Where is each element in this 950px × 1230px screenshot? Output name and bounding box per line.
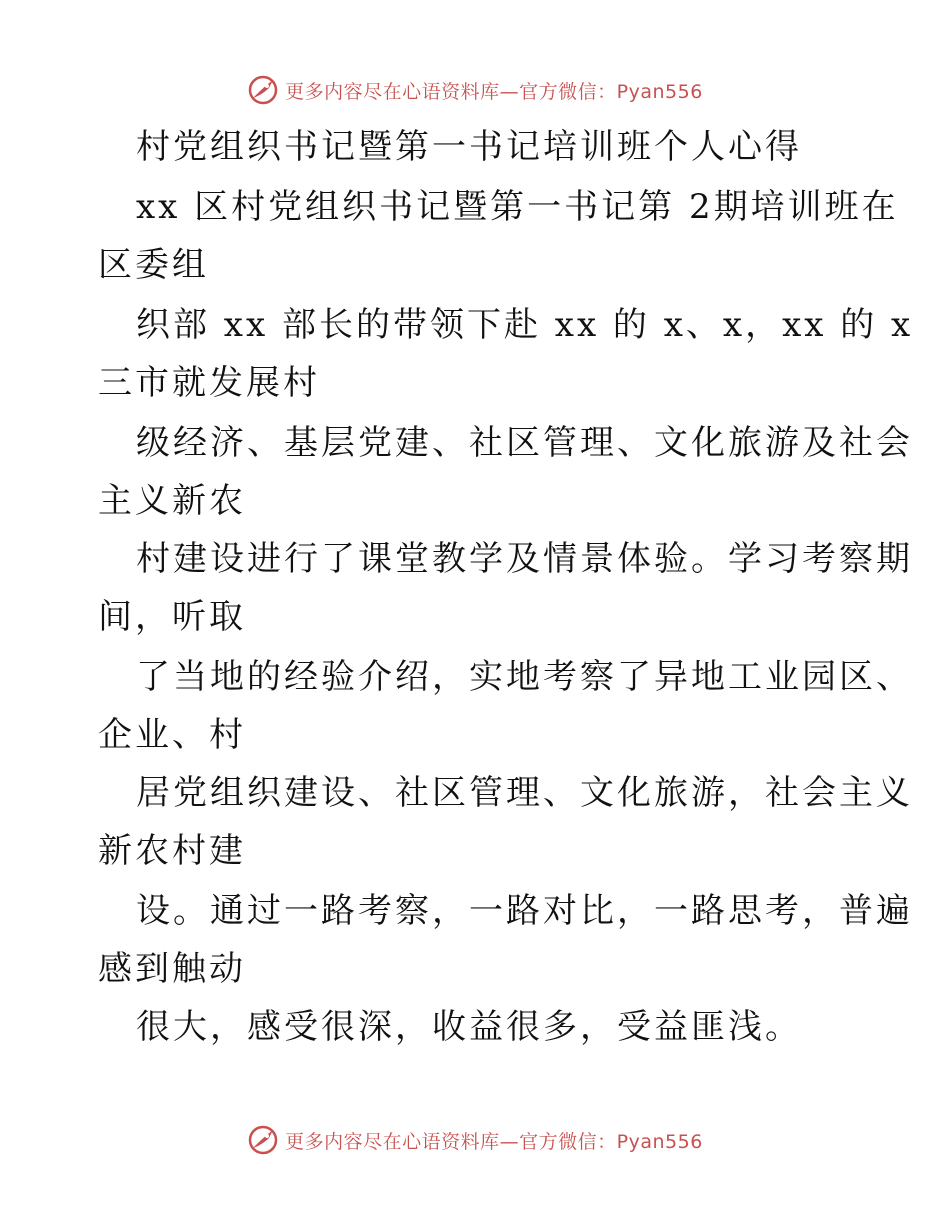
paragraph-line: 企业、村 xyxy=(98,715,246,755)
paragraph-line: 很大，感受很深，收益很多，受益匪浅。 xyxy=(136,1007,802,1047)
paragraph-line: 设。通过一路考察，一路对比，一路思考，普遍 xyxy=(136,891,913,931)
paragraph-line: 织部 xx 部长的带领下赴 xx 的 x、x，xx 的 x xyxy=(136,305,914,345)
paragraph-line: 了当地的经验介绍，实地考察了异地工业园区、 xyxy=(136,657,913,697)
header-watermark xyxy=(0,70,950,110)
header-watermark-inner xyxy=(247,74,703,106)
paragraph-line: 三市就发展村 xyxy=(98,363,320,403)
paragraph-line: xx 区村党组织书记暨第一书记第 2期培训班在 xyxy=(136,187,899,227)
pen-logo-icon xyxy=(247,1124,279,1156)
footer-watermark-inner xyxy=(247,1124,703,1156)
paragraph-line: 级经济、基层党建、社区管理、文化旅游及社会 xyxy=(136,423,913,463)
paragraph-line: 居党组织建设、社区管理、文化旅游，社会主义 xyxy=(136,773,913,813)
header-watermark-text: 更多内容尽在心语资料库—官方微信：Pyan556 xyxy=(285,80,703,103)
paragraph-line: 新农村建 xyxy=(98,831,246,871)
paragraph-line: 间，听取 xyxy=(98,597,246,637)
paragraph-line: 主义新农 xyxy=(98,481,246,521)
document-title: 村党组织书记暨第一书记培训班个人心得 xyxy=(136,127,802,167)
paragraph-line: 区委组 xyxy=(98,245,209,285)
footer-watermark xyxy=(0,1120,950,1160)
paragraph-line: 村建设进行了课堂教学及情景体验。学习考察期 xyxy=(136,539,913,579)
footer-watermark-text: 更多内容尽在心语资料库—官方微信：Pyan556 xyxy=(285,1130,703,1153)
pen-logo-icon xyxy=(247,74,279,106)
paragraph-line: 感到触动 xyxy=(98,949,246,989)
